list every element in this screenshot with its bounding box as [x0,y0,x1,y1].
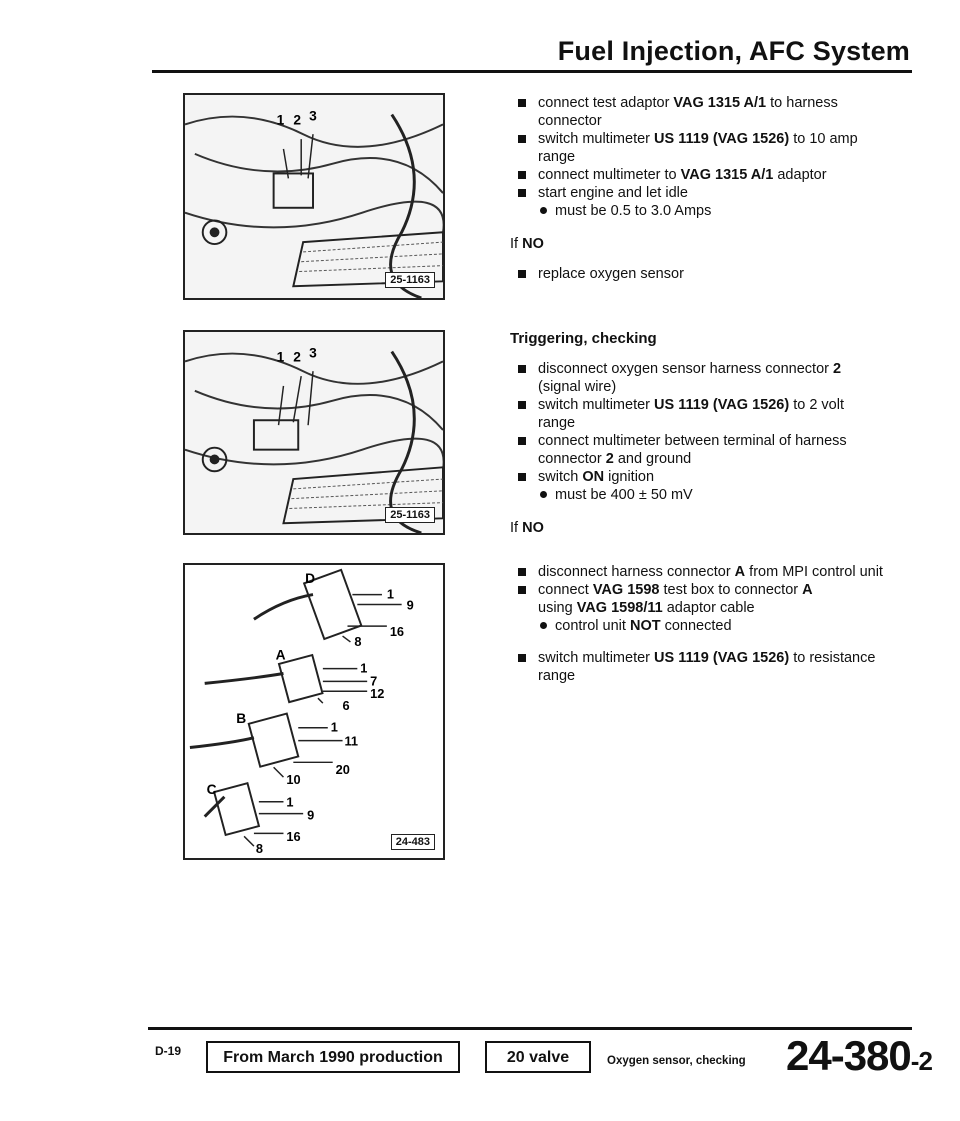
figure-code: 25-1163 [385,507,435,523]
step-item: replace oxygen sensor [510,265,885,283]
connector-d-label: D [305,570,316,586]
step-item: switch multimeter US 1119 (VAG 1526) to 10 amp range [510,130,885,166]
step-item: start engine and let idle [510,184,885,202]
figure-code: 24-483 [391,834,435,850]
svg-text:16: 16 [286,829,301,845]
connector-figure [183,563,445,860]
callout-3: 3 [309,345,317,361]
step-item: connect test adaptor VAG 1315 A/1 to harness connector [510,94,885,130]
connector-c-label: C [206,781,217,797]
step-item: connect multimeter between terminal of harness connector 2 and ground [510,432,885,468]
footer-code: D-19 [155,1044,182,1058]
step-item: switch ON ignition [510,468,885,486]
connector-a-label: A [275,647,286,663]
step-item: disconnect harness connector A from MPI control unit [510,563,885,581]
callout-3: 3 [309,108,317,124]
callout-1: 1 [276,112,285,128]
step-item: connect multimeter to VAG 1315 A/1 adaptor [510,166,885,184]
engine-drawing-2 [185,332,443,533]
svg-text:11: 11 [344,733,359,749]
if-no-label: If NO [510,520,544,536]
step-item: connect VAG 1598 test box to connector A [510,581,885,599]
svg-text:1: 1 [386,586,394,602]
check-item: must be 400 ± 50 mV [510,486,885,504]
svg-text:8: 8 [255,841,264,857]
svg-text:20: 20 [335,762,350,778]
svg-text:7: 7 [370,673,378,689]
valve-badge: 20 valve [485,1041,591,1073]
step-item: disconnect oxygen sensor harness connector 2 (signal wire) [510,360,885,396]
section-heading: Triggering, checking [510,330,657,347]
figure-code: 25-1163 [385,272,435,288]
svg-text:9: 9 [406,597,414,613]
step-continuation: using VAG 1598/11 adaptor cable [538,600,755,616]
production-badge: From March 1990 production [206,1041,460,1073]
section-measurement [510,94,885,283]
svg-text:1: 1 [330,719,338,735]
if-no-label: If NO [510,236,544,252]
connector-b-label: B [236,710,247,726]
step-item: switch multimeter US 1119 (VAG 1526) to 2 volt range [510,396,885,432]
callout-2: 2 [293,112,301,128]
check-item: control unit NOT connected [510,617,885,635]
step-item: switch multimeter US 1119 (VAG 1526) to resistance range [510,649,885,685]
svg-text:1: 1 [286,794,294,810]
page-number: 24-380-2 [786,1032,932,1079]
page-title: Fuel Injection, AFC System [557,36,910,66]
svg-text:1: 1 [360,660,368,676]
svg-text:9: 9 [307,807,315,823]
engine-figure-1 [183,93,445,300]
callout-1: 1 [276,349,285,365]
svg-text:12: 12 [370,686,385,702]
section-triggering [510,330,885,685]
svg-text:8: 8 [354,633,362,649]
connector-drawing [185,565,443,858]
callout-2: 2 [293,349,301,365]
svg-text:16: 16 [389,624,405,640]
footer-rule [148,1027,912,1030]
engine-drawing-1 [185,95,443,298]
check-item: must be 0.5 to 3.0 Amps [510,202,885,220]
footer-description: Oxygen sensor, checking [607,1055,746,1067]
svg-text:10: 10 [286,771,301,788]
header-rule [152,70,912,73]
engine-figure-2 [183,330,445,535]
svg-text:6: 6 [342,698,350,714]
